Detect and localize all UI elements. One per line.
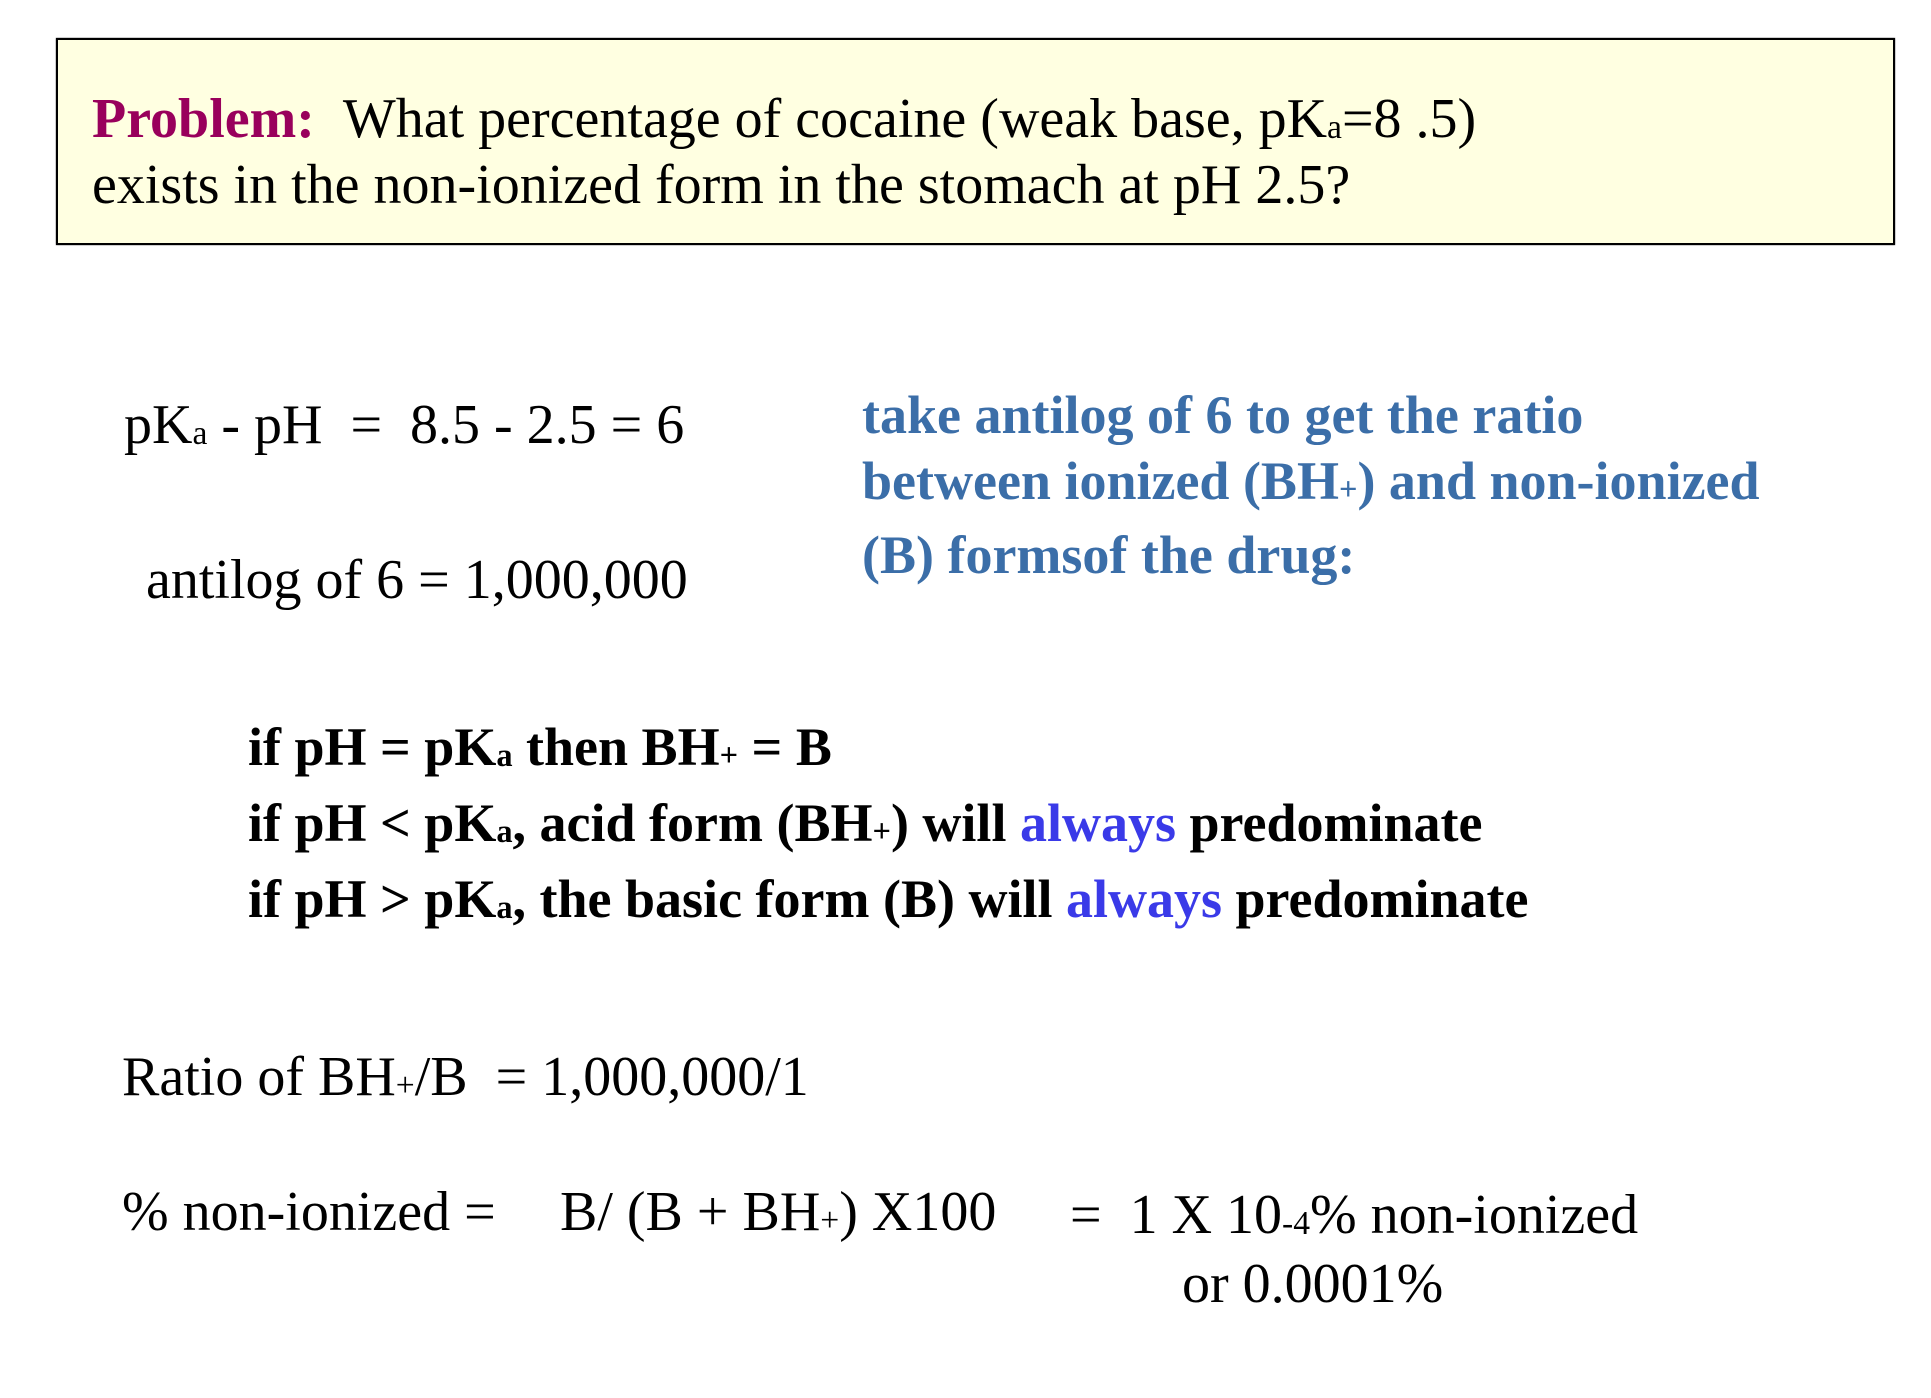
formula-text: B/ (B + BH	[560, 1181, 821, 1243]
rule-text: ) will	[890, 793, 1020, 853]
percent-result-decimal: or 0.0001%	[1182, 1253, 1444, 1315]
percent-result	[1070, 1183, 1638, 1247]
rule-less-than	[248, 789, 1528, 865]
problem-box	[56, 38, 1895, 245]
pka-ph-rest: - pH = 8.5 - 2.5 = 6	[207, 394, 685, 456]
subscript-a: a	[496, 889, 513, 926]
problem-line-1-end: =8 .5)	[1341, 88, 1477, 150]
always-highlight: always	[1065, 869, 1222, 929]
rule-text: = B	[738, 717, 832, 777]
note-line-1: take antilog of 6 to get the ratio	[862, 385, 1584, 445]
subscript-plus: +	[872, 813, 891, 850]
problem-line-1	[92, 90, 1476, 156]
subscript-a: a	[1327, 108, 1342, 146]
subscript-a: a	[496, 737, 513, 774]
note-line-3: (B) formsof the drug:	[862, 525, 1356, 585]
problem-line-2: exists in the non-ionized form in the stomach at pH 2.5?	[92, 154, 1351, 216]
ratio-equation	[122, 1045, 809, 1109]
pka-text: pK	[124, 394, 193, 456]
result-text: % non-ionized	[1310, 1184, 1639, 1246]
rule-text: predominate	[1221, 869, 1529, 929]
antilog-note	[862, 382, 1760, 588]
rule-text: if pH > pK	[248, 869, 497, 929]
result-text: = 1 X 10	[1070, 1184, 1283, 1246]
percent-formula	[560, 1180, 996, 1244]
rule-greater-than	[248, 865, 1528, 941]
problem-label: Problem:	[92, 88, 315, 150]
note-line-2-end: ) and non-ionized	[1357, 451, 1760, 511]
rule-text: then BH	[512, 717, 720, 777]
rule-text: if pH < pK	[248, 793, 497, 853]
ph-rules	[248, 713, 1528, 941]
subscript-a: a	[192, 414, 208, 452]
always-highlight: always	[1019, 793, 1176, 853]
subscript-plus: +	[395, 1066, 415, 1104]
percent-non-ionized-lhs: % non-ionized =	[122, 1181, 496, 1243]
problem-line-1-text: What percentage of cocaine (weak base, pK	[342, 88, 1328, 150]
subscript-plus: +	[719, 737, 739, 774]
subscript-plus: +	[1338, 471, 1358, 508]
subscript-a: a	[496, 813, 513, 850]
antilog-equation: antilog of 6 = 1,000,000	[146, 549, 688, 611]
rule-text: , acid form (BH	[512, 793, 873, 853]
rule-equal	[248, 713, 1528, 789]
problem-statement	[92, 90, 1476, 215]
subscript-exponent: -4	[1282, 1204, 1311, 1242]
subscript-plus: +	[820, 1201, 840, 1239]
ratio-rest: /B = 1,000,000/1	[414, 1046, 809, 1108]
formula-text: ) X100	[839, 1181, 997, 1243]
ratio-text: Ratio of BH	[122, 1046, 396, 1108]
note-line-2-text: between ionized (BH	[862, 451, 1339, 511]
rule-text: , the basic form (B) will	[512, 869, 1066, 929]
pka-minus-ph-equation	[124, 393, 684, 457]
note-line-2	[862, 448, 1760, 522]
rule-text: if pH = pK	[248, 717, 497, 777]
rule-text: predominate	[1175, 793, 1483, 853]
